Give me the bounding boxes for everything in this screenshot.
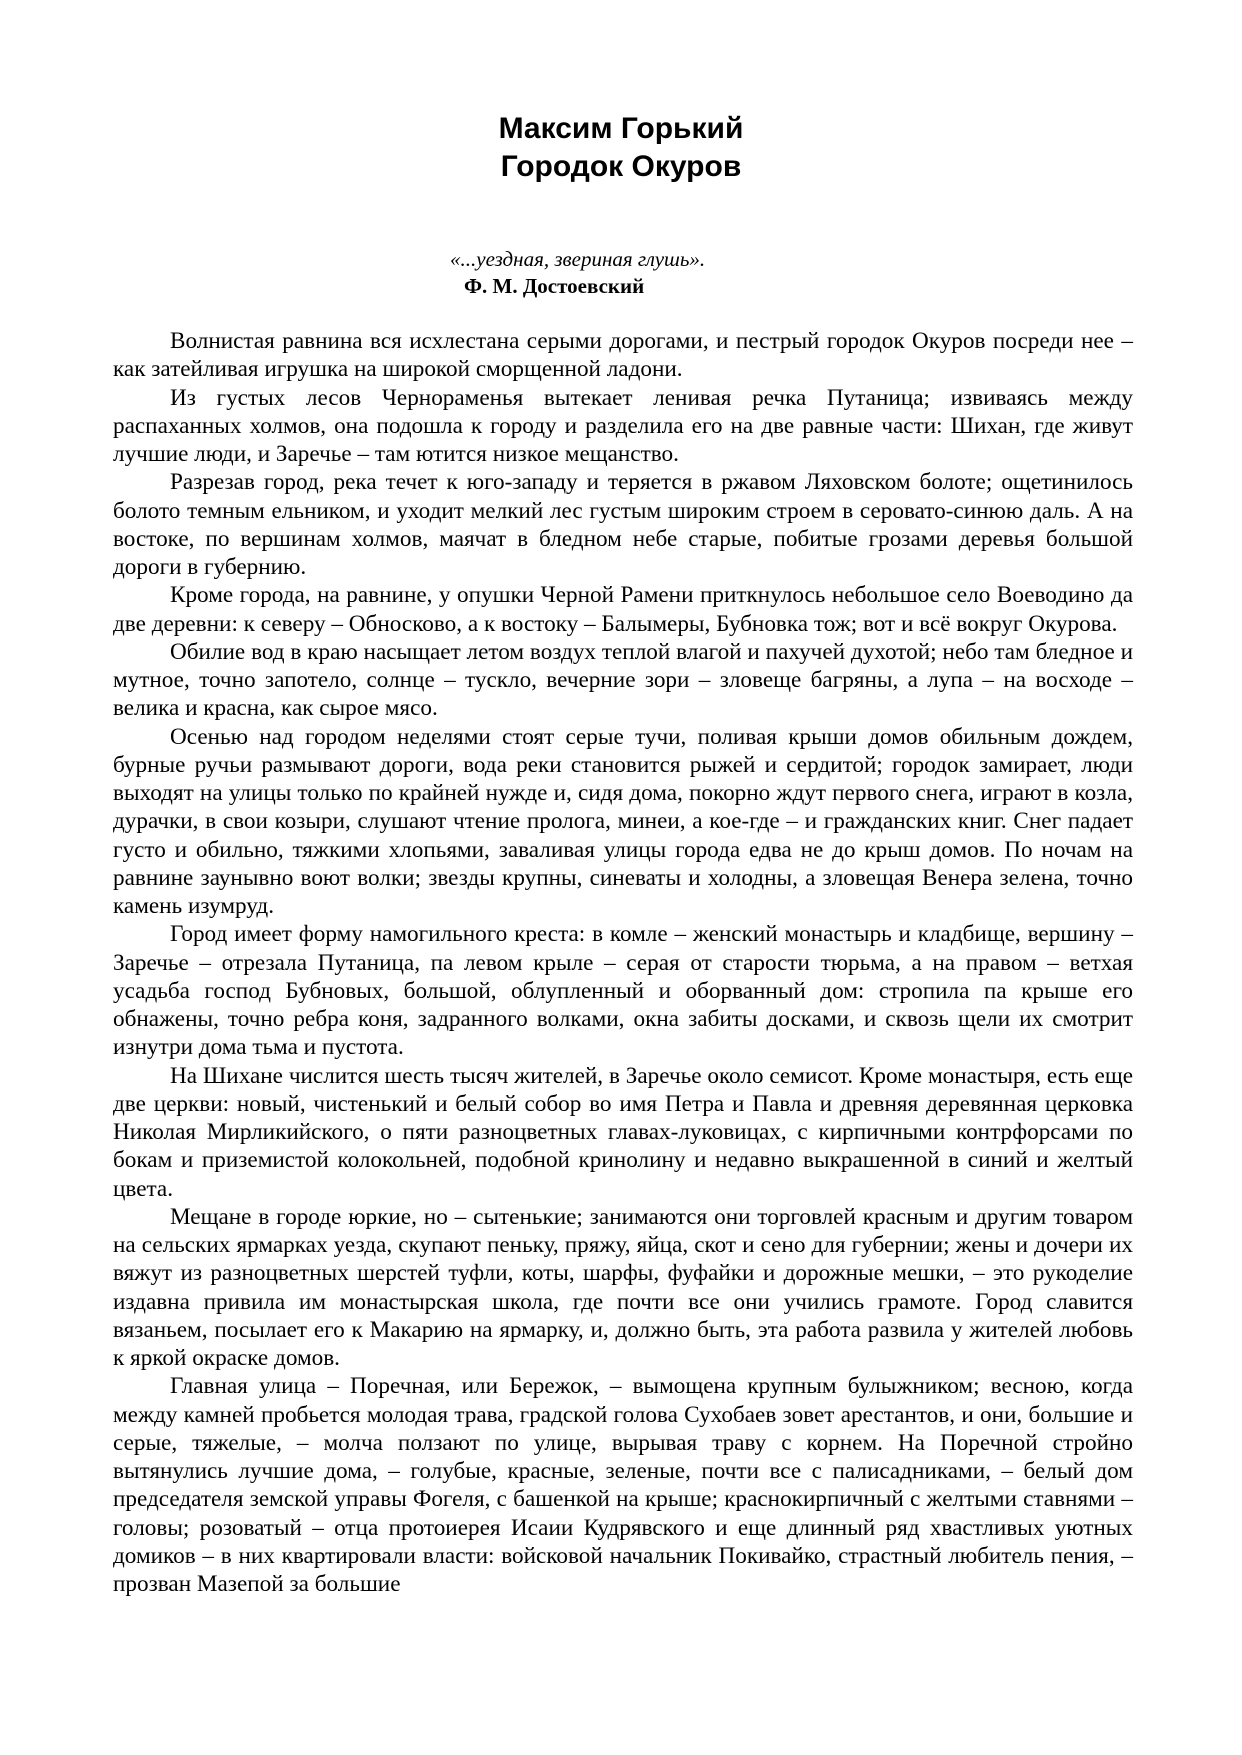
epigraph-quote: «...уездная, звериная глушь».	[450, 247, 706, 271]
paragraph: На Шихане числится шесть тысяч жителей, в Заречье около семисот. Кроме монастыря, есть еще две церкви: новый, чистенький и белый собор во имя Петра и Павла и древняя деревянная церковка Николая Мирликийского, о пяти разноцветных главах-луковицах, с кирпичными контрфорсами по бокам и приземистой колокольней, подобной кринолину и недавно выкрашенной в синий и желтый цвета.	[113, 1062, 1133, 1202]
paragraph: Волнистая равнина вся исхлестана серыми дорогами, и пестрый городок Окуров посреди нее – как затейливая игрушка на широкой сморщенной ладони.	[113, 328, 1133, 383]
paragraph: Разрезав город, река течет к юго-западу и теряется в ржавом Ляховском болоте; ощетинилось болото темным ельником, и уходит мелкий лес густым широким строем в серовато-синюю даль. А на востоке, по вершинам холмов, маячат в бледном небе старые, побитые грозами деревья большой дороги в губернию.	[113, 469, 1133, 580]
title-block	[0, 110, 1242, 186]
epigraph-author: Ф. М. Достоевский	[464, 274, 645, 298]
paragraph: Главная улица – Поречная, или Бережок, – вымощена крупным булыжником; весною, когда между камней пробьется молодая трава, градской голова Сухобаев зовет арестантов, и они, большие и серые, тяжелые, – молча ползают по улице, вырывая траву с корнем. На Поречной стройно вытянулись лучшие дома, – голубые, красные, зеленые, почти все с палисадниками, – белый дом председателя земской управы Фогеля, с башенкой на крыше; краснокирпичный с желтыми ставнями – головы; розоватый – отца протоиерея Исаии Кудрявского и еще длинный ряд хвастливых уютных домиков – в них квартировали власти: войсковой начальник Покивайко, страстный любитель пения, – прозван Мазепой за большие	[113, 1373, 1133, 1597]
paragraph: Кроме города, на равнине, у опушки Черной Рамени приткнулось небольшое село Воеводино да две деревни: к северу – Обносково, а к востоку – Балымеры, Бубновка тож; вот и всё вокруг Окурова.	[113, 582, 1133, 637]
paragraph: Осенью над городом неделями стоят серые тучи, поливая крыши домов обильным дождем, бурные ручьи размывают дороги, вода реки становится рыжей и сердитой; городок замирает, люди выходят на улицы только по крайней нужде и, сидя дома, покорно ждут первого снега, играют в козла, дурачки, в свои козыри, слушают чтение пролога, минеи, а кое-где – и гражданских книг. Снег падает густо и обильно, тяжкими хлопьями, заваливая улицы города едва не до крыш домов. По ночам на равнине заунывно воют волки; звезды крупны, синеваты и холодны, а зловещая Венера зелена, точно камень изумруд.	[113, 723, 1133, 919]
book-title: Городок Окуров	[500, 150, 742, 183]
paragraph: Обилие вод в краю насыщает летом воздух теплой влагой и пахучей духотой; небо там бледное и мутное, точно запотело, солнце – тускло, вечерние зори – зловеще багряны, а лупа – на восходе – велика и красна, как сырое мясо.	[113, 638, 1133, 722]
paragraph: Мещане в городе юркие, но – сытенькие; занимаются они торговлей красным и другим товаром на сельских ярмарках уезда, скупают пеньку, пряжу, яйца, скот и сено для губернии; жены и дочери их вяжут из разноцветных шерстей туфли, коты, шарфы, фуфайки и дорожные мешки, – это рукоделие издавна привила им монастырская школа, где почти все они учились грамоте. Город славится вязаньем, посылает его к Макарию на ярмарку, и, должно быть, эта работа развила у жителей любовь к яркой окраске домов.	[113, 1203, 1133, 1371]
epigraph	[450, 246, 950, 300]
body-text	[113, 327, 1133, 1598]
paragraph: Город имеет форму намогильного креста: в комле – женский монастырь и кладбище, вершину – Заречье – отрезала Путаница, па левом крыле – серая от старости тюрьма, а на правом – ветхая усадьба господ Бубновых, большой, облупленный и оборванный дом: стропила па крыше его обнажены, точно ребра коня, задранного волками, окна забиты досками, и сквозь щели их смотрит изнутри дома тьма и пустота.	[113, 921, 1133, 1061]
author-name: Максим Горький	[498, 112, 744, 145]
paragraph: Из густых лесов Чернораменья вытекает ленивая речка Путаница; извиваясь между распаханных холмов, она подошла к городу и разделила его на две равные части: Шихан, где живут лучшие люди, и Заречье – там ютится низкое мещанство.	[113, 384, 1133, 467]
